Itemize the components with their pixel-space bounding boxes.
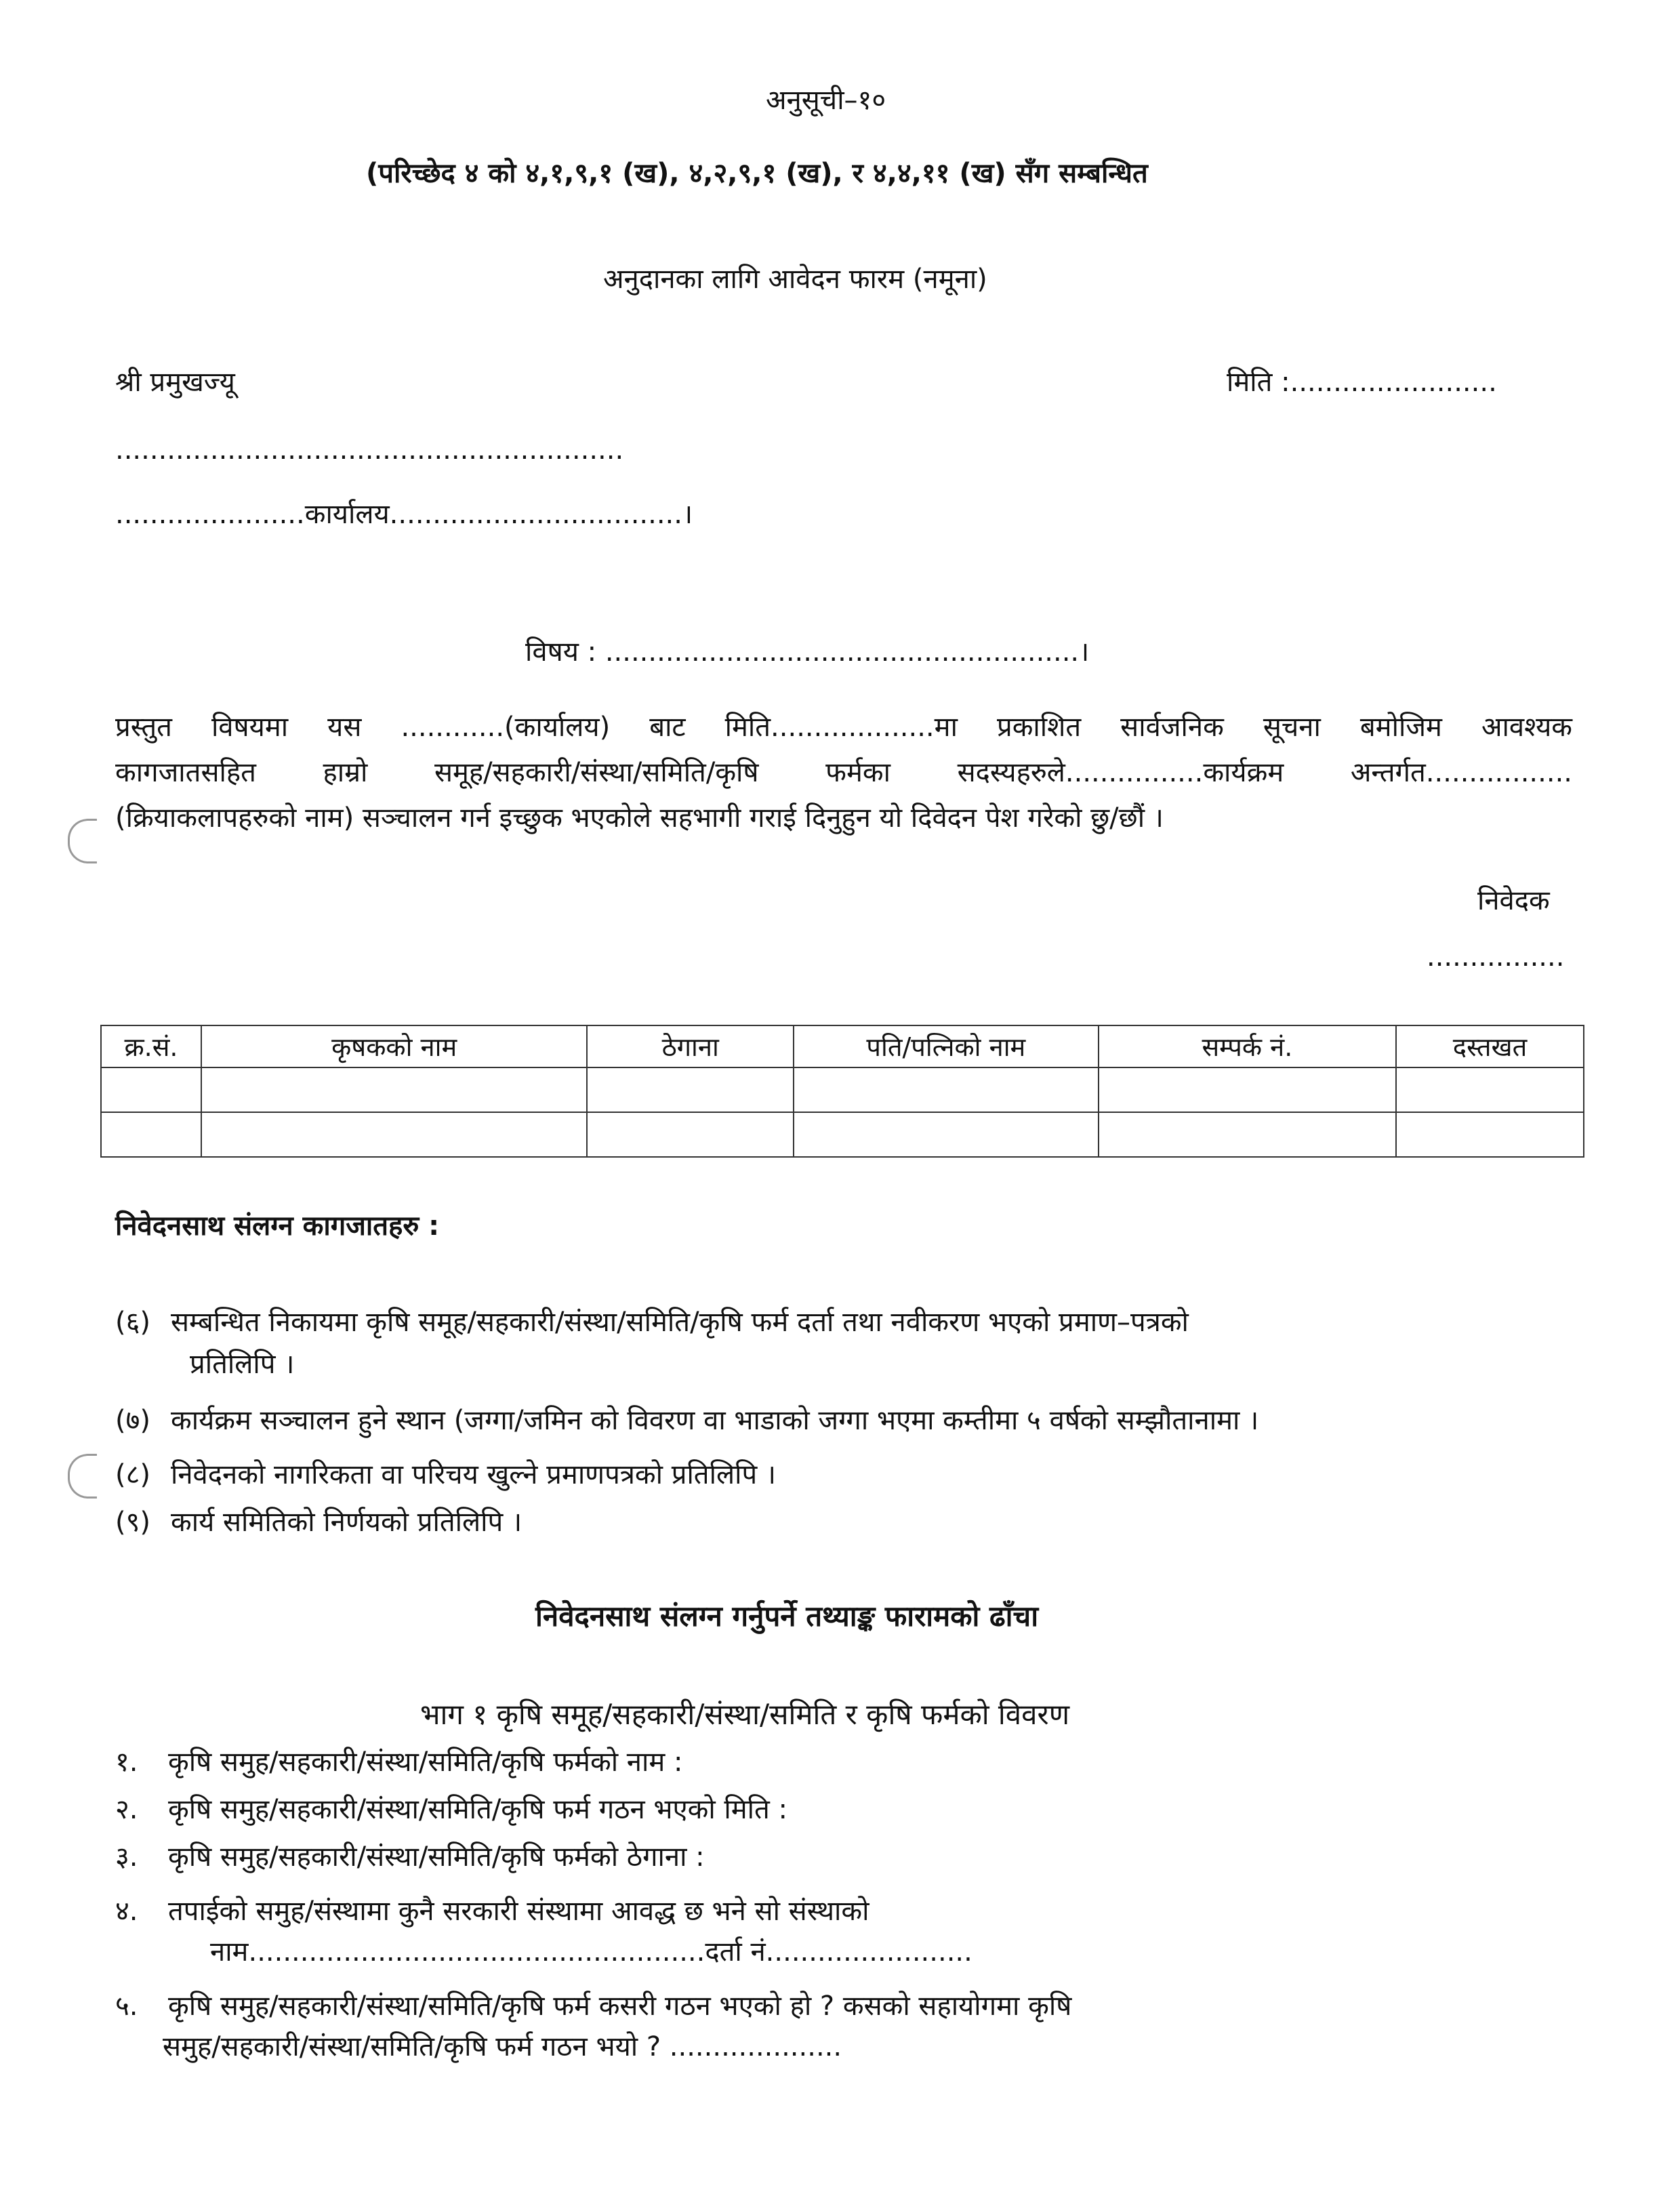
stats-form-heading: निवेदनसाथ संलग्न गर्नुपर्ने तथ्याङ्क फारामको ढाँचा	[535, 1600, 1039, 1633]
attachments-heading: निवेदनसाथ संलग्न कागजातहरु :	[115, 1210, 440, 1242]
table-cell	[1396, 1112, 1584, 1157]
applicant-signature-line: ................	[1427, 941, 1565, 973]
question-item	[115, 1891, 972, 1972]
attachment-number: (९)	[115, 1507, 151, 1538]
question-text: कृषि समुह/सहकारी/संस्था/समिति/कृषि फर्मको नाम :	[168, 1747, 683, 1778]
body-line: (क्रियाकलापहरुको नाम) सञ्चालन गर्न इच्छुक भएकोले सहभागी गराई दिनुहुन यो दिवेदन पेश गरेको छु/छौं ।	[115, 802, 1164, 834]
date-field: मिति :........................	[1227, 367, 1497, 398]
attachment-number: (६)	[115, 1307, 151, 1338]
attachment-text: कार्यक्रम सञ्चालन हुने स्थान (जग्गा/जमिन को विवरण वा भाडाको जग्गा भएमा कम्तीमा ५ वर्षको सम्झौतानामा ।	[171, 1405, 1259, 1436]
part1-title: भाग १ कृषि समूह/सहकारी/संस्था/समिति र कृषि फर्मको विवरण	[420, 1698, 1070, 1731]
question-text-continued: समुह/सहकारी/संस्था/समिति/कृषि फर्म गठन भयो ? ....................	[163, 2031, 842, 2062]
table-cell	[794, 1067, 1099, 1112]
section-reference: (परिच्छेद ४ को ४,१,९,१ (ख), ४,२,९,१ (ख), र ४,४,११ (ख) सँग सम्बन्धित	[366, 158, 1148, 189]
col-spouse-name-header: पति/पत्निको नाम	[794, 1025, 1099, 1067]
question-item	[115, 1789, 787, 1830]
application-body	[115, 705, 1572, 841]
attachment-text: निवेदनको नागरिकता वा परिचय खुल्ने प्रमाणपत्रको प्रतिलिपि ।	[171, 1459, 777, 1490]
attachment-item	[115, 1301, 1572, 1385]
table-cell	[101, 1067, 201, 1112]
form-title: अनुदानका लागि आवेदन फारम (नमूना)	[603, 264, 987, 295]
question-item	[115, 1742, 682, 1783]
question-item	[115, 1986, 1071, 2067]
attachment-item	[115, 1400, 1572, 1442]
table-cell	[587, 1112, 794, 1157]
table-row	[101, 1067, 1584, 1112]
question-text: कृषि समुह/सहकारी/संस्था/समिति/कृषि फर्म गठन भएको मिति :	[168, 1794, 788, 1825]
question-text: तपाईको समुह/संस्थामा कुनै सरकारी संस्थामा आवद्ध छ भने सो संस्थाको	[168, 1896, 869, 1927]
table-cell	[1396, 1067, 1584, 1112]
body-line: प्रस्तुत विषयमा यस ............(कार्यालय) बाट मिति...................मा प्रकाशित सार्वजनिक सूचना बमोजिम आवश्यक	[115, 712, 1572, 743]
col-serial-header: क्र.सं.	[101, 1025, 201, 1067]
question-number: ४.	[115, 1896, 138, 1927]
question-text-continued: नाम.....................................................दर्ता नं........................	[210, 1936, 972, 1968]
table-cell	[587, 1067, 794, 1112]
applicant-label: निवेदक	[1477, 885, 1550, 916]
question-text: कृषि समुह/सहकारी/संस्था/समिति/कृषि फर्मको ठेगाना :	[168, 1841, 705, 1873]
salutation: श्री प्रमुखज्यू	[115, 367, 235, 398]
table-cell	[794, 1112, 1099, 1157]
col-farmer-name-header: कृषकको नाम	[201, 1025, 587, 1067]
table-row	[101, 1112, 1584, 1157]
col-address-header: ठेगाना	[587, 1025, 794, 1067]
question-number: ३.	[115, 1841, 138, 1873]
question-number: २.	[115, 1794, 138, 1825]
table-cell	[1099, 1067, 1397, 1112]
table-cell	[201, 1112, 587, 1157]
subject-line: विषय : .......................................................।	[525, 636, 1090, 668]
question-number: १.	[115, 1747, 138, 1778]
recipient-blank-line: ...........................................................	[115, 434, 624, 466]
table-header-row	[101, 1025, 1584, 1067]
attachment-text: कार्य समितिको निर्णयको प्रतिलिपि ।	[171, 1507, 523, 1538]
col-contact-header: सम्पर्क नं.	[1099, 1025, 1397, 1067]
annex-title: अनुसूची–१०	[766, 85, 886, 116]
attachment-text: सम्बन्धित निकायमा कृषि समूह/सहकारी/संस्था/समिति/कृषि फर्म दर्ता तथा नवीकरण भएको प्रमाण–पत्रको	[171, 1307, 1189, 1338]
col-signature-header: दस्तखत	[1396, 1025, 1584, 1067]
attachment-number: (७)	[115, 1405, 151, 1436]
question-text: कृषि समुह/सहकारी/संस्था/समिति/कृषि फर्म कसरी गठन भएको हो ? कसको सहायोगमा कृषि	[168, 1991, 1072, 2022]
table-cell	[1099, 1112, 1397, 1157]
body-line: कागजातसहित हाम्रो समूह/सहकारी/संस्था/समिति/कृषि फर्मका सदस्यहरुले................कार्यक्रम अन्तर्गत.................	[115, 757, 1572, 788]
table-cell	[101, 1112, 201, 1157]
attachment-text-continued: प्रतिलिपि ।	[190, 1349, 295, 1380]
question-number: ५.	[115, 1991, 138, 2022]
punch-hole-mark	[68, 1454, 97, 1499]
attachment-item	[115, 1501, 1572, 1543]
punch-hole-mark	[68, 819, 97, 863]
attachment-number: (८)	[115, 1459, 151, 1490]
table-cell	[201, 1067, 587, 1112]
office-line: ......................कार्यालय..................................।	[115, 499, 693, 530]
members-table	[100, 1025, 1584, 1158]
question-item	[115, 1837, 705, 1877]
attachment-item	[115, 1454, 1572, 1496]
